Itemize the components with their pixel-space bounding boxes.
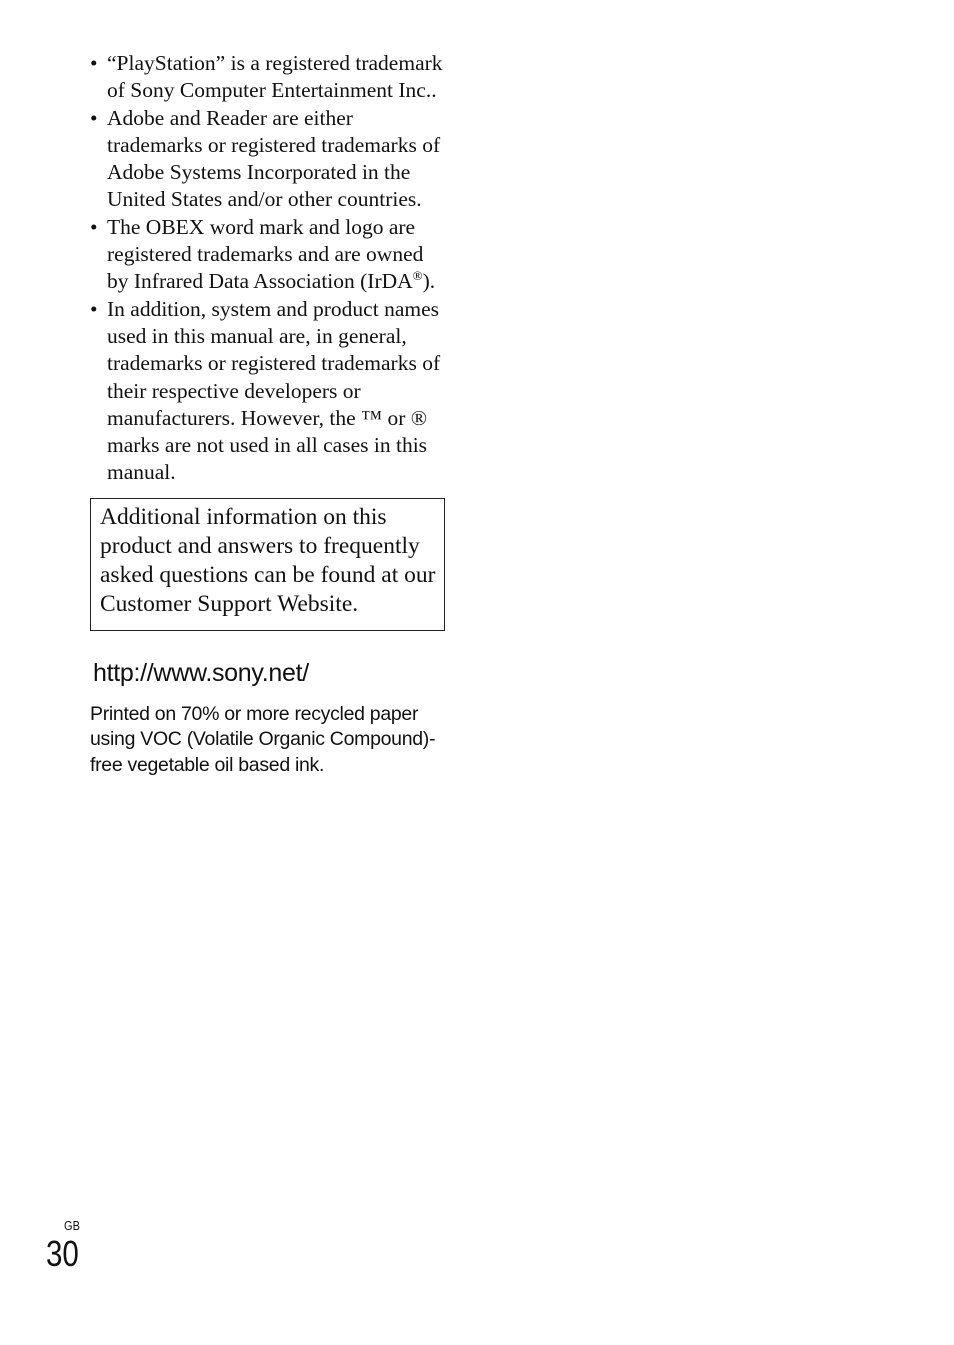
region-code: GB [64,1218,80,1233]
trademark-list [90,50,446,487]
trademark-item-adobe [90,105,446,214]
trademark-text: The OBEX word mark and logo are registered trademarks and are owned by Infrared Data Association (IrDA [107,214,424,294]
trademark-text: Adobe and Reader are either trademarks or registered trademarks of Adobe Systems Incorporated in the United States and/or other countries. [107,105,441,212]
page-content [90,50,446,778]
trademark-item-playstation [90,50,446,105]
customer-support-text: Additional information on this product and answers to frequently asked questions can be found at our Customer Support Website. [100,503,436,617]
trademark-item-general [90,296,446,487]
customer-support-box [90,498,445,631]
trademark-text: “PlayStation” is a registered trademark of Sony Computer Entertainment Inc.. [107,51,443,103]
registered-mark: ® [412,268,423,284]
trademark-item-obex [90,214,446,296]
website-url: http://www.sony.net/ [93,658,309,687]
trademark-text-end: ). [422,269,436,294]
page-number: 30 [46,1233,79,1274]
recycled-paper-note: Printed on 70% or more recycled paper using VOC (Volatile Organic Compound)-free vegetable oil based ink. [90,702,436,776]
trademark-text: In addition, system and product names used in this manual are, in general, trademarks or registered trademarks of their respective developers or manufacturers. However, the ™ or ® marks are not used in all cases in this manual. [107,296,441,485]
